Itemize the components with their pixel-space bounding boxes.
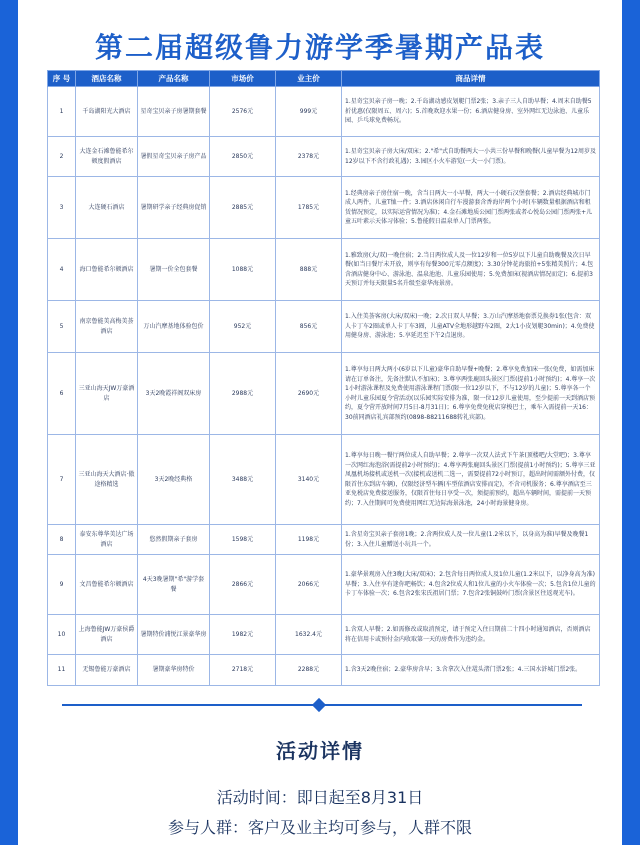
table-row — [48, 525, 600, 555]
row-owner-price: 1785元 — [276, 177, 342, 239]
header-product: 产品名称 — [138, 71, 210, 87]
row-hotel: 文昌鲁能希尔顿酒店 — [76, 555, 138, 615]
row-details: 1.豪华景观房入住3晚(大床/双床)；2.包含每日两位成人及1位儿童(1.2米以下，以净身高为准)早餐；3.入住享有迷你吧畅饮；4.包含2位成人和1位儿童的小火车体验一次；5.包含1位儿童的卡丁车体验一次；6.包含2张宋氏祖居门票；7.包含2张铜鼓岭门票(含景区往返观光车)。 — [342, 555, 600, 615]
product-table — [47, 70, 600, 686]
row-owner-price: 2378元 — [276, 137, 342, 177]
row-owner-price: 2690元 — [276, 353, 342, 435]
table-row — [48, 615, 600, 655]
row-market-price: 2718元 — [210, 655, 276, 686]
page-title: 第二届超级鲁力游学季暑期产品表 — [94, 31, 545, 64]
row-hotel: 三亚山海天大酒店·傲途格精选 — [76, 435, 138, 525]
row-market-price: 2866元 — [210, 555, 276, 615]
header-owner-price: 业主价 — [276, 71, 342, 87]
row-owner-price: 888元 — [276, 239, 342, 301]
table-row — [48, 137, 600, 177]
row-owner-price: 1198元 — [276, 525, 342, 555]
table-row — [48, 353, 600, 435]
row-number: 8 — [48, 525, 76, 555]
row-details: 1.入住美荟客房(大床/双床)一晚；2.次日双人早餐；3.万山汽摩基地套票兑换券1张(包含：双人卡丁车2圈或单人卡丁车3圈，儿童ATV全地形越野车2圈，2大1小皮划艇30min)；4.免费使用健身房、游泳池；5.享延迟至下午2点退房。 — [342, 301, 600, 353]
row-market-price: 1598元 — [210, 525, 276, 555]
table-row — [48, 301, 600, 353]
row-product: 星奇宝贝亲子房暑期套餐 — [138, 87, 210, 137]
row-number: 7 — [48, 435, 76, 525]
row-market-price: 2576元 — [210, 87, 276, 137]
row-number: 10 — [48, 615, 76, 655]
activity-section-title: 活动详情 — [276, 739, 364, 763]
row-product: 暑期一价全包套餐 — [138, 239, 210, 301]
row-details: 1.含星奇宝贝亲子套房1晚；2.含两位成人及一位儿童(1.2米以下，以身高为准)早餐及晚餐1份；3.入住儿童赠送小玩具一个。 — [342, 525, 600, 555]
row-owner-price: 999元 — [276, 87, 342, 137]
row-product: 3天2晚经典格 — [138, 435, 210, 525]
table-row — [48, 177, 600, 239]
row-hotel: 大连硬石酒店 — [76, 177, 138, 239]
row-market-price: 952元 — [210, 301, 276, 353]
table-row — [48, 435, 600, 525]
row-market-price: 2885元 — [210, 177, 276, 239]
row-number: 3 — [48, 177, 76, 239]
row-number: 5 — [48, 301, 76, 353]
table-header-row — [48, 71, 600, 87]
row-market-price: 2988元 — [210, 353, 276, 435]
table-row — [48, 655, 600, 686]
row-details: 1.经典房亲子房住宿一晚，含当日两大一小早餐，两大一小硬石汉堡套餐；2.酒店经典城市门成人两件，儿童T恤一件；3.酒店休闲自行车漫游套含香海岸两个小时(车辆数量根据酒店和租赁情况预定，以实际运营情况为准)；4.金石滩地质公园门票两张或者心悦岛公园门票两张+儿童五叶素示天体习体验；5.鲁能假日温泉单人门票两张。 — [342, 177, 600, 239]
row-hotel: 南京鲁能美高梅美荟酒店 — [76, 301, 138, 353]
row-details: 1.星奇宝贝亲子房一晚；2.千岛湖动感皮划艇门票2张；3.亲子三人自助早餐；4.周末自助餐5折优惠(仅限周五、周六)；5.首晚欢迎水果一份；6.酒店健身房、室外网红无边泳池、儿童乐园、乒乓球免费畅玩。 — [342, 87, 600, 137]
row-product: 悠然假期亲子套房 — [138, 525, 210, 555]
table-row — [48, 87, 600, 137]
header-market-price: 市场价 — [210, 71, 276, 87]
row-product: 万山汽摩基地体验包价 — [138, 301, 210, 353]
row-owner-price: 2066元 — [276, 555, 342, 615]
row-product: 暑期研学亲子经典房促销 — [138, 177, 210, 239]
row-market-price: 1982元 — [210, 615, 276, 655]
row-details: 1.含3天2晚住宿；2.豪华房含早；3.含拿次入住鼋头渚门票2张；4.三国水浒城门票2张。 — [342, 655, 600, 686]
row-market-price: 1088元 — [210, 239, 276, 301]
row-product: 暑期特价浦悦江景豪华房 — [138, 615, 210, 655]
row-hotel: 无锡鲁能万豪酒店 — [76, 655, 138, 686]
row-details: 1.尊享每日晚一餐厅两位成人自助早餐；2.尊享一次双人法式下午茶(顶楼吧/大堂吧)；3.尊享一次网红海泡浴(需提前2小时预约)；4.尊享两张鹿回头景区门票(提前1小时预约)；5.尊享三亚凤凰机场接机或送机一次(接机或送机二选一，需要提前72小时预订，超出时间需额外付费，仅限首住东到店车辆)，仅限经济型车辆(车型依酒店安排而定)，不含司机服务；6.尊享酒店至三亚免税店免费接送服务，仅限首住每日享受一次，须提前预约，超出车辆时间，需提前一天预约；7.入住期间可免费使用网红无边际海景泳池，24小时海景健身房。 — [342, 435, 600, 525]
row-product: 暑期豪华房特价 — [138, 655, 210, 686]
product-table-wrapper — [47, 70, 599, 686]
row-product: 4天3晚暑期"希"游学套餐 — [138, 555, 210, 615]
row-hotel: 上海鲁能JW万豪侯爵酒店 — [76, 615, 138, 655]
row-details: 1.含双人早餐；2.如需修改或取消预定，请于预定入住日期前二十四小时通知酒店，否则酒店将在信用卡或预付金内收取第一天的房费作为违约金。 — [342, 615, 600, 655]
row-owner-price: 1632.4元 — [276, 615, 342, 655]
row-number: 11 — [48, 655, 76, 686]
row-details: 1.雅致房(大/双)一晚住宿；2.当日两位成人及一位12岁和一位5岁以下儿童自助晚餐及次日早餐(如当日餐厅未开放，则享有每餐300元零点额度)；3.30分钟花海旅拍+5张精美照片；4.包含酒店健身中心、游泳池、温泉池池、儿童乐园使用；5.免费加床(视酒店情况而定)；6.提前3天预订并每天限量5名升级至豪华海景房。 — [342, 239, 600, 301]
table-row — [48, 555, 600, 615]
table-row — [48, 239, 600, 301]
row-product: 暑假星奇宝贝亲子房产品 — [138, 137, 210, 177]
row-number: 2 — [48, 137, 76, 177]
row-number: 4 — [48, 239, 76, 301]
row-market-price: 2850元 — [210, 137, 276, 177]
row-market-price: 3488元 — [210, 435, 276, 525]
row-number: 6 — [48, 353, 76, 435]
row-hotel: 泰安东尊华美达广场酒店 — [76, 525, 138, 555]
row-number: 9 — [48, 555, 76, 615]
row-hotel: 大连金石滩鲁能希尔顿度假酒店 — [76, 137, 138, 177]
row-details: 1.星奇宝贝亲子房大床/双床；2."希"式自助餐两大一小共三份早餐和晚餐(儿童早餐为12周岁及12岁以下不含行政礼遇)；3.园区小火车游览(一大一小门票)。 — [342, 137, 600, 177]
header-hotel: 酒店名称 — [76, 71, 138, 87]
row-number: 1 — [48, 87, 76, 137]
row-hotel: 千岛湖阳光大酒店 — [76, 87, 138, 137]
row-hotel: 三亚山海天JW万豪酒店 — [76, 353, 138, 435]
row-hotel: 海口鲁能希尔顿酒店 — [76, 239, 138, 301]
row-owner-price: 3140元 — [276, 435, 342, 525]
activity-time: 活动时间：即日起至8月31日 — [216, 788, 424, 807]
row-product: 3天2晚霞祥阁双床房 — [138, 353, 210, 435]
activity-participants: 参与人群：客户及业主均可参与，人群不限 — [167, 818, 472, 837]
row-details: 1.尊享每日两大两小(6岁以下儿童)豪华自助早餐+晚餐；2.尊享免费加床一张(免费，如需加床请在订单备注，先备注默认不加床)；3.尊享两张鹿回头景区门票(提前1小时预约)；4.尊享一次1小时游泳课程及免费使用游泳课程门票(限一位12岁以下，不与12岁的儿童)；5.尊享各一个小时儿童乐园夏令营活动(以乐园实际安排为准，限一位12岁儿童使用，至少提前一天到酒店预约，夏令营开放时间7月5日-8月31日)；6.尊享免费免税店穿梭巴士，乘车入需提前一天16：30前同酒店礼宾部预约(0898-88211688转礼宾部)。 — [342, 353, 600, 435]
row-owner-price: 856元 — [276, 301, 342, 353]
header-number: 序 号 — [48, 71, 76, 87]
row-owner-price: 2288元 — [276, 655, 342, 686]
header-details: 商品详情 — [342, 71, 600, 87]
